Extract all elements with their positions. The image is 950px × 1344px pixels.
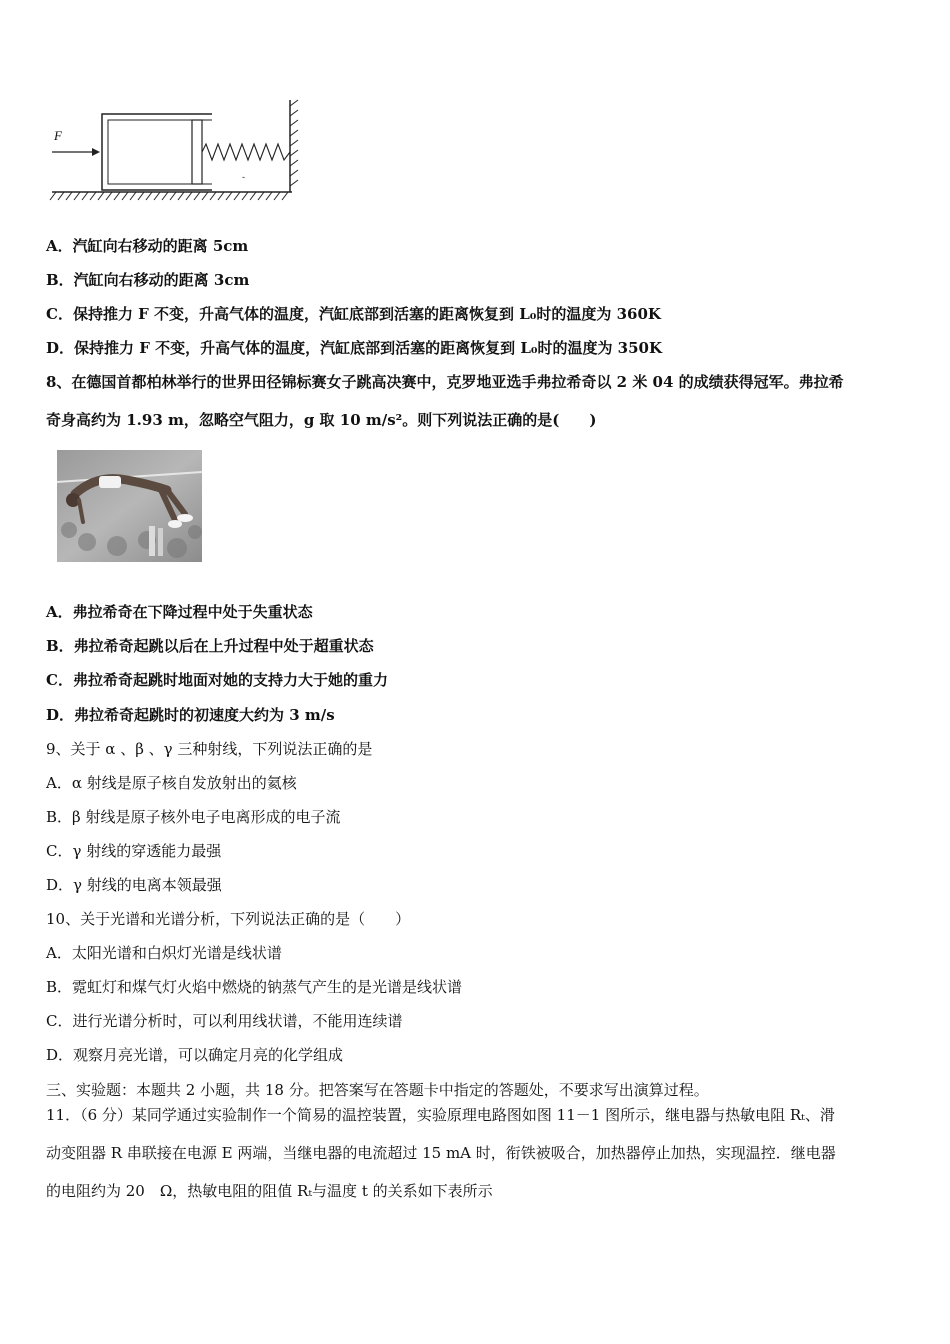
q7-option-c: C．保持推力 F 不变，升高气体的温度，汽缸底部到活塞的距离恢复到 L₀时的温度为 360K — [46, 305, 661, 323]
q10-option-a: A．太阳光谱和白炽灯光谱是线状谱 — [46, 944, 282, 962]
q7-option-a: A．汽缸向右移动的距离 5cm — [46, 237, 249, 255]
q10-stem: 10、关于光谱和光谱分析，下列说法正确的是（ ） — [46, 910, 411, 928]
high-jump-photo — [57, 450, 202, 562]
section3-heading: 三、实验题：本题共 2 小题，共 18 分。把答案写在答题卡中指定的答题处，不要求写出演算过程。 — [46, 1081, 709, 1099]
q11-line3: 的电阻约为 20 Ω，热敏电阻的阻值 Rₜ与温度 t 的关系如下表所示 — [46, 1182, 493, 1200]
q8-option-b: B．弗拉希奇起跳以后在上升过程中处于超重状态 — [46, 637, 374, 655]
q9-option-a: A．α 射线是原子核自发放射出的氦核 — [46, 774, 297, 792]
q9-option-d: D．γ 射线的电离本领最强 — [46, 876, 222, 894]
svg-text:-: - — [242, 173, 246, 183]
q10-option-d: D．观察月亮光谱，可以确定月亮的化学组成 — [46, 1046, 344, 1064]
q8-stem-line1: 8、在德国首都柏林举行的世界田径锦标赛女子跳高决赛中，克罗地亚选手弗拉希奇以 2 米 04 的成绩获得冠军。弗拉希 — [46, 373, 844, 391]
cylinder-spring-diagram — [48, 96, 308, 204]
q11-line2: 动变阻器 R 串联接在电源 E 两端，当继电器的电流超过 15 mA 时，衔铁被吸合，加热器停止加热，实现温控．继电器 — [46, 1144, 836, 1162]
q8-option-d: D．弗拉希奇起跳时的初速度大约为 3 m/s — [46, 706, 335, 724]
force-label: F — [54, 128, 62, 143]
q9-option-c: C．γ 射线的穿透能力最强 — [46, 842, 222, 860]
q10-option-b: B．霓虹灯和煤气灯火焰中燃烧的钠蒸气产生的是光谱是线状谱 — [46, 978, 463, 996]
q9-stem: 9、关于 α 、β 、γ 三种射线，下列说法正确的是 — [46, 740, 373, 758]
q9-option-b: B．β 射线是原子核外电子电离形成的电子流 — [46, 808, 341, 826]
q8-option-c: C．弗拉希奇起跳时地面对她的支持力大于她的重力 — [46, 671, 388, 689]
q7-option-d: D．保持推力 F 不变，升高气体的温度，汽缸底部到活塞的距离恢复到 L₀时的温度为 350K — [46, 339, 663, 357]
q8-option-a: A．弗拉希奇在下降过程中处于失重状态 — [46, 603, 313, 621]
q10-option-c: C．进行光谱分析时，可以利用线状谱，不能用连续谱 — [46, 1012, 403, 1030]
q8-stem-line2: 奇身高约为 1.93 m，忽略空气阻力，g 取 10 m/s²。则下列说法正确的是( ) — [46, 411, 597, 429]
q11-line1: 11．（6 分）某同学通过实验制作一个简易的温控装置，实验原理电路图如图 11－1 图所示，继电器与热敏电阻 Rₜ、滑 — [46, 1106, 835, 1124]
q7-option-b: B．汽缸向右移动的距离 3cm — [46, 271, 250, 289]
